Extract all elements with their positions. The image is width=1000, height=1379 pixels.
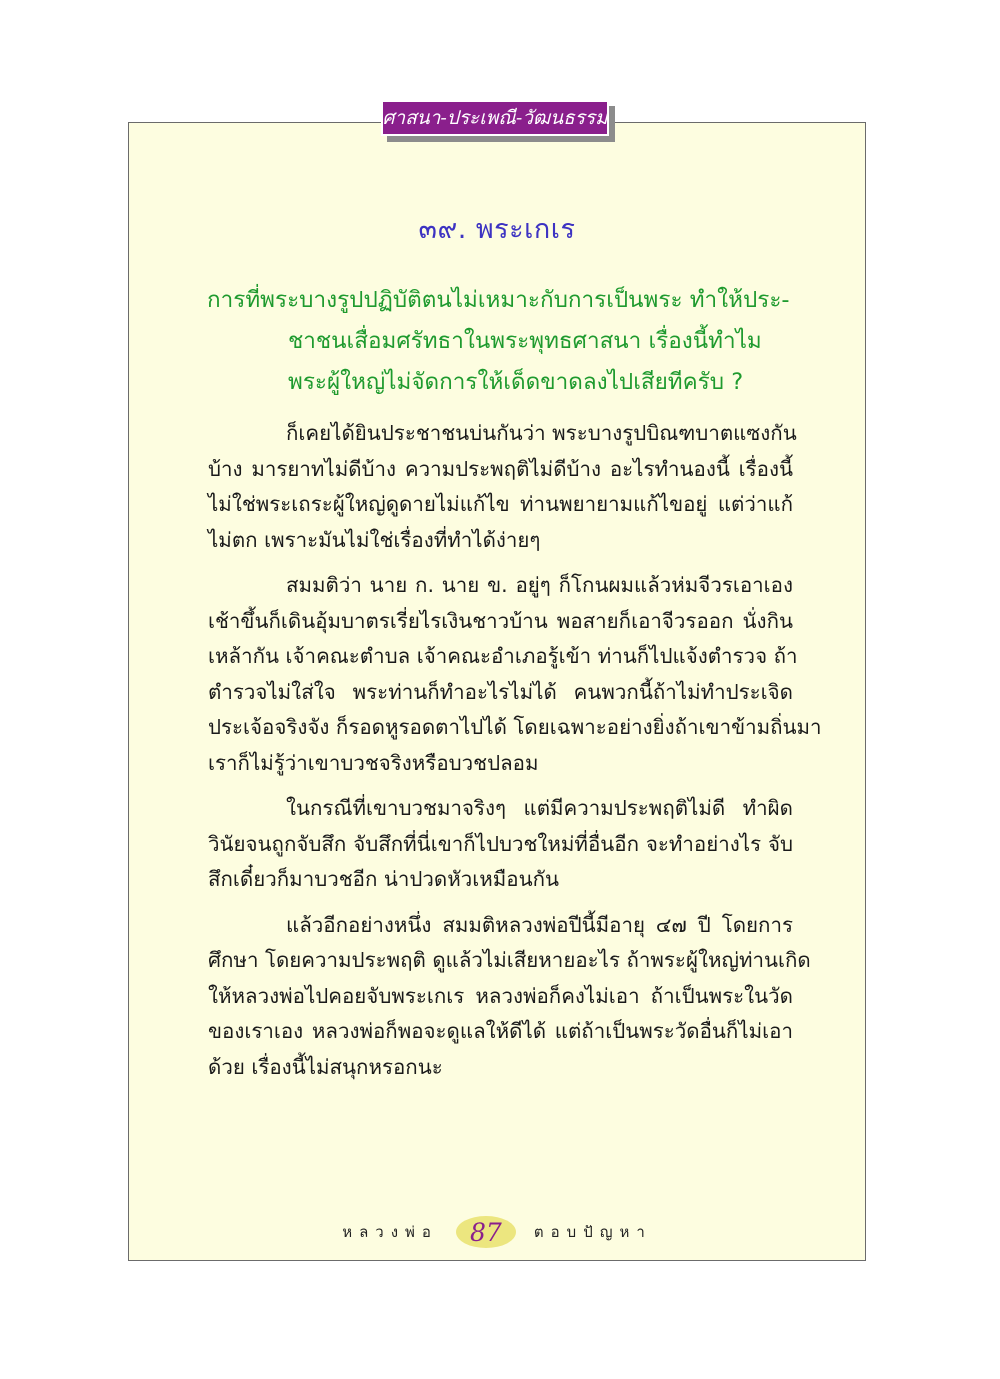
answer-paragraph	[208, 791, 793, 898]
paragraph-line: ตำรวจไม่ใส่ใจ พระท่านก็ทำอะไรไม่ได้ คนพวกนี้ถ้าไม่ทำประเจิด	[208, 679, 793, 704]
paragraph-line: วินัยจนถูกจับสึก จับสึกที่นี่เขาก็ไปบวชใหม่ที่อื่นอีก จะทำอย่างไร จับ	[208, 831, 793, 856]
paragraph-line: แล้วอีกอย่างหนึ่ง สมมติหลวงพ่อปีนี้มีอายุ ๔๗ ปี โดยการ	[286, 912, 793, 937]
answer-paragraph	[208, 568, 822, 781]
paragraph-line: ของเราเอง หลวงพ่อก็พอจะดูแลให้ดีได้ แต่ถ้าเป็นพระวัดอื่นก็ไม่เอา	[208, 1019, 793, 1043]
footer-book-title-left: หลวงพ่อ	[342, 1223, 438, 1241]
answer-paragraph	[208, 908, 811, 1086]
paragraph-line: ประเจ้อจริงจัง ก็รอดหูรอดตาไปได้ โดยเฉพาะอย่างยิ่งถ้าเขาข้ามถิ่นมา	[208, 715, 822, 739]
paragraph-line: ให้หลวงพ่อไปคอยจับพระเกเร หลวงพ่อก็คงไม่เอา ถ้าเป็นพระในวัด	[208, 983, 793, 1008]
paragraph-line: สมมติว่า นาย ก. นาย ข. อยู่ๆ ก็โกนผมแล้วห่มจีวรเอาเอง	[286, 573, 793, 597]
category-tab: ศาสนา-ประเพณี-วัฒนธรรม	[381, 100, 609, 136]
paragraph-line: เราก็ไม่รู้ว่าเขาบวชจริงหรือบวชปลอม	[208, 750, 539, 775]
paragraph-line: เหล้ากัน เจ้าคณะตำบล เจ้าคณะอำเภอรู้เข้า ท่านก็ไปแจ้งตำรวจ ถ้า	[208, 644, 798, 668]
page-footer	[128, 1212, 866, 1252]
paragraph-line: ในกรณีที่เขาบวชมาจริงๆ แต่มีความประพฤติไม่ดี ทำผิด	[286, 796, 793, 820]
question-line: การที่พระบางรูปปฏิบัติตนไม่เหมาะกับการเป็นพระ ทำให้ประ-	[207, 287, 790, 313]
paragraph-line: บ้าง มารยาทไม่ดีบ้าง ความประพฤติไม่ดีบ้าง อะไรทำนองนี้ เรื่องนี้	[208, 456, 793, 481]
question-block	[207, 280, 807, 403]
footer-book-title-right: ตอบปัญหา	[533, 1223, 652, 1241]
paragraph-line: สึกเดี๋ยวก็มาบวชอีก น่าปวดหัวเหมือนกัน	[208, 867, 560, 891]
paragraph-line: เช้าขึ้นก็เดินอุ้มบาตรเรี่ยไรเงินชาวบ้าน พอสายก็เอาจีวรออก นั่งกิน	[208, 608, 793, 633]
page-number: 87	[456, 1216, 516, 1248]
paragraph-line: ไม่ตก เพราะมันไม่ใช่เรื่องที่ทำได้ง่ายๆ	[208, 527, 541, 552]
answer-paragraph	[208, 416, 797, 558]
paragraph-line: ด้วย เรื่องนี้ไม่สนุกหรอกนะ	[208, 1054, 443, 1079]
paragraph-line: ไม่ใช่พระเถระผู้ใหญ่ดูดายไม่แก้ไข ท่านพยายามแก้ไขอยู่ แต่ว่าแก้	[208, 492, 793, 516]
paragraph-line: ก็เคยได้ยินประชาชนบ่นกันว่า พระบางรูปบิณฑบาตแซงกัน	[286, 421, 797, 445]
paragraph-line: ศึกษา โดยความประพฤติ ดูแล้วไม่เสียหายอะไร ถ้าพระผู้ใหญ่ท่านเกิด	[208, 948, 811, 972]
article-title: ๓๙. พระเกเร	[418, 214, 576, 245]
question-line: ชาชนเสื่อมศรัทธาในพระพุทธศาสนา เรื่องนี้ทำไม	[288, 328, 762, 354]
answer-body	[208, 416, 822, 1095]
question-line: พระผู้ใหญ่ไม่จัดการให้เด็ดขาดลงไปเสียทีครับ ?	[288, 369, 744, 395]
